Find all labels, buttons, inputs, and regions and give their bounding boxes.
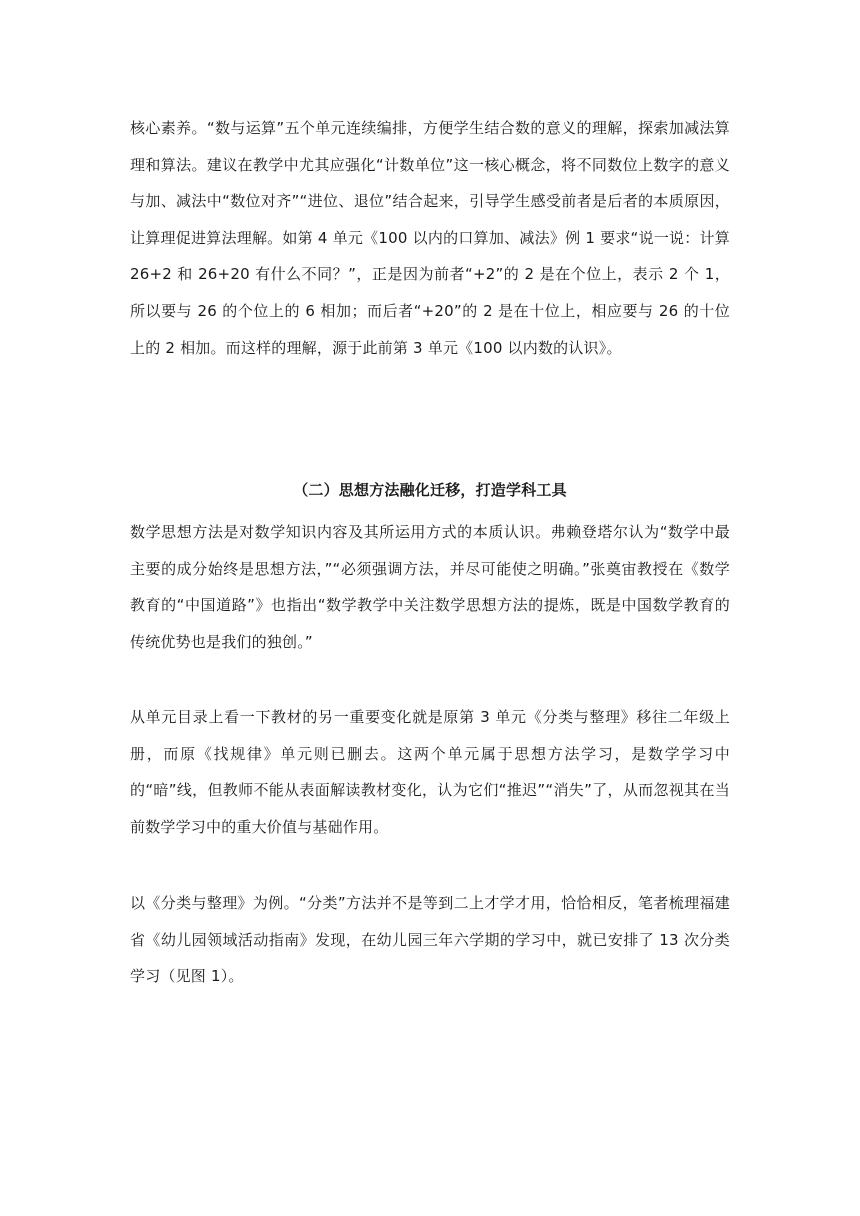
paragraph-computation-literacy: 核心素养。“数与运算”五个单元连续编排，方便学生结合数的意义的理解，探索加减法算理和算法。建议在教学中尤其应强化“计数单位”这一核心概念，将不同数位上数字的意义与加、减法中“数位对齐”“进位、退位”结合起来，引导学生感受前者是后者的本质原因，让算理促进算法理解。如第 4 单元《100 以内的口算加、减法》例 1 要求“说一说：计算 26+2 和 26+20 有什么不同？”，正是因为前者“+2”的 2 是在个位上，表示 2 个 1，所以要与 26 的个位上的 6 相加；而后者“+20”的 2 是在十位上，相应要与 26 的十位上的 2 相加。而这样的理解，源于此前第 3 单元《100 以内数的认识》。 <box>130 119 730 357</box>
section-heading: （二）思想方法融化迁移，打造学科工具 <box>293 481 567 499</box>
paragraph-classification-example: 以《分类与整理》为例。“分类”方法并不是等到二上才学才用，恰恰相反，笔者梳理福建省《幼儿园领域活动指南》发现，在幼儿园三年六学期的学习中，就已安排了 13 次分类学习（见图 1）。 <box>130 894 730 986</box>
paragraph-thinking-methods: 数学思想方法是对数学知识内容及其所运用方式的本质认识。弗赖登塔尔认为“数学中最主要的成分始终是思想方法，”“必须强调方法，并尽可能使之明确。”张奠宙教授在《数学教育的“中国道路”》也指出“数学教学中关注数学思想方法的提炼，既是中国数学教育的传统优势也是我们的独创。” <box>130 523 730 651</box>
paragraph-unit-changes: 从单元目录上看一下教材的另一重要变化就是原第 3 单元《分类与整理》移往二年级上册，而原《找规律》单元则已删去。这两个单元属于思想方法学习，是数学学习中的“暗”线，但教师不能从表面解读教材变化，认为它们“推迟”“消失”了，从而忽视其在当前数学学习中的重大价值与基础作用。 <box>130 708 730 836</box>
